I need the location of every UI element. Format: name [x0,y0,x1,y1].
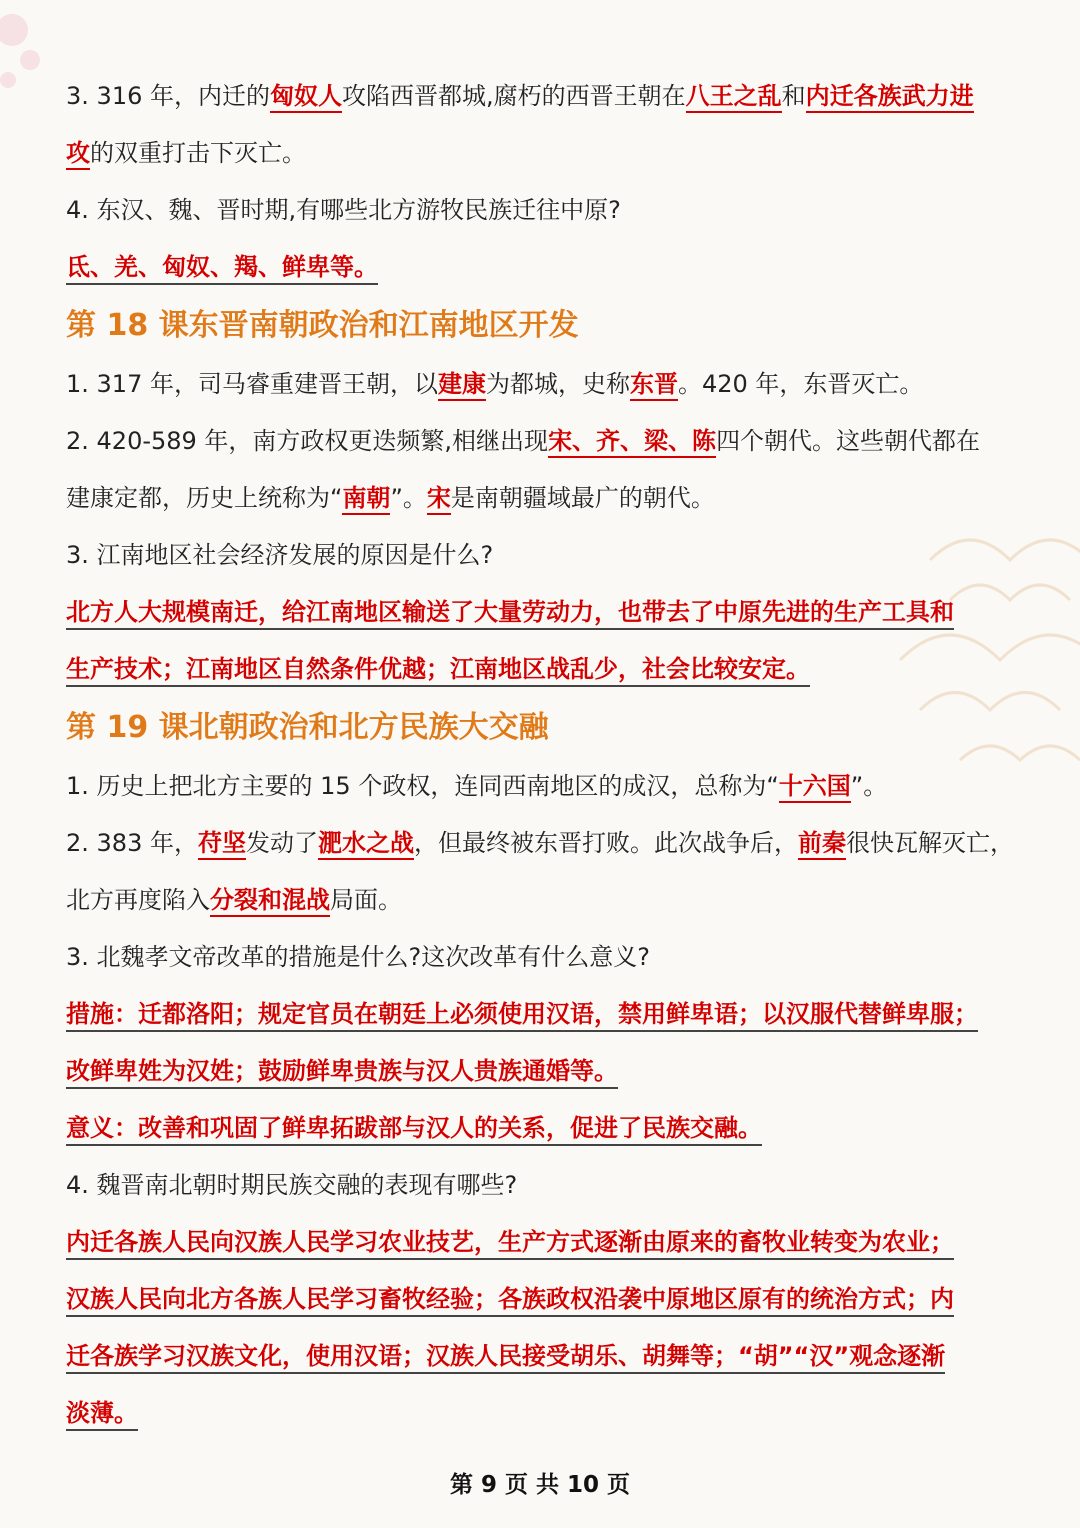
s18-q3-answer-line1: 北方人大规模南迁，给江南地区输送了大量劳动力，也带去了中原先进的生产工具和 [66,584,1026,641]
keyword-nanchao: 南朝 [342,484,390,515]
keyword-feishui: 淝水之战 [318,829,414,860]
page-content [66,68,1026,1442]
s17-q4-question: 4. 东汉、魏、晋时期,有哪些北方游牧民族迁往中原? [66,196,621,224]
keyword-neiqian: 内迁各族武力进 [806,82,974,113]
s19-q4-answer-line1: 内迁各族人民向汉族人民学习农业技艺，生产方式逐渐由原来的畜牧业转变为农业； [66,1214,1026,1271]
keyword-fenlie: 分裂和混战 [210,886,330,917]
keyword-song: 宋 [427,484,451,515]
keyword-qianqin: 前秦 [798,829,846,860]
keyword-shiliuguo: 十六国 [779,772,851,803]
s18-q3-answer-line2: 生产技术；江南地区自然条件优越；江南地区战乱少，社会比较安定。 [66,641,1026,698]
keyword-xiongnu: 匈奴人 [270,82,342,113]
s19-q1: 1. 历史上把北方主要的 15 个政权，连同西南地区的成汉，总称为“十六国”。 [66,758,1026,815]
keyword-fujian: 苻坚 [198,829,246,860]
s19-q4-answer-line4: 淡薄。 [66,1385,1026,1442]
keyword-bawang: 八王之乱 [686,82,782,113]
lesson-19-title: 第 19 课北朝政治和北方民族大交融 [66,710,549,745]
keyword-jiankang: 建康 [438,370,486,401]
s19-q2-line2: 北方再度陷入分裂和混战局面。 [66,872,1026,929]
s17-q3-line2: 攻的双重打击下灭亡。 [66,125,1026,182]
s19-q4-question: 4. 魏晋南北朝时期民族交融的表现有哪些? [66,1171,518,1199]
s17-q4-answer: 氐、羌、匈奴、羯、鲜卑等。 [66,239,1026,296]
keyword-four-dynasties: 宋、齐、梁、陈 [548,427,716,458]
s18-q3-question: 3. 江南地区社会经济发展的原因是什么? [66,541,494,569]
s19-q3-answer-line2: 改鲜卑姓为汉姓；鼓励鲜卑贵族与汉人贵族通婚等。 [66,1043,1026,1100]
s18-q1: 1. 317 年，司马睿重建晋王朝，以建康为都城，史称东晋。420 年，东晋灭亡。 [66,356,1026,413]
page-footer: 第 9 页 共 10 页 [449,1472,631,1498]
s19-q3-question: 3. 北魏孝文帝改革的措施是什么?这次改革有什么意义? [66,943,651,971]
s18-q2-line2: 建康定都，历史上统称为“南朝”。宋是南朝疆域最广的朝代。 [66,470,1026,527]
s18-q2-line1: 2. 420-589 年，南方政权更迭频繁,相继出现宋、齐、梁、陈四个朝代。这些朝代都在 [66,413,1026,470]
keyword-dongjin: 东晋 [630,370,678,401]
s17-q3-line1: 3. 316 年，内迁的匈奴人攻陷西晋都城,腐朽的西晋王朝在八王之乱和内迁各族武力进 [66,68,1026,125]
keyword-gong: 攻 [66,139,90,170]
s19-q4-answer-line2: 汉族人民向北方各族人民学习畜牧经验；各族政权沿袭中原地区原有的统治方式；内 [66,1271,1026,1328]
s19-q3-answer-line3: 意义：改善和巩固了鲜卑拓跋部与汉人的关系，促进了民族交融。 [66,1100,1026,1157]
s19-q3-answer-line1: 措施：迁都洛阳；规定官员在朝廷上必须使用汉语，禁用鲜卑语；以汉服代替鲜卑服； [66,986,1026,1043]
s19-q2-line1: 2. 383 年，苻坚发动了淝水之战，但最终被东晋打败。此次战争后，前秦很快瓦解灭亡， [66,815,1026,872]
lesson-18-title: 第 18 课东晋南朝政治和江南地区开发 [66,308,579,343]
s19-q4-answer-line3: 迁各族学习汉族文化，使用汉语；汉族人民接受胡乐、胡舞等；“胡”“汉”观念逐渐 [66,1328,1026,1385]
